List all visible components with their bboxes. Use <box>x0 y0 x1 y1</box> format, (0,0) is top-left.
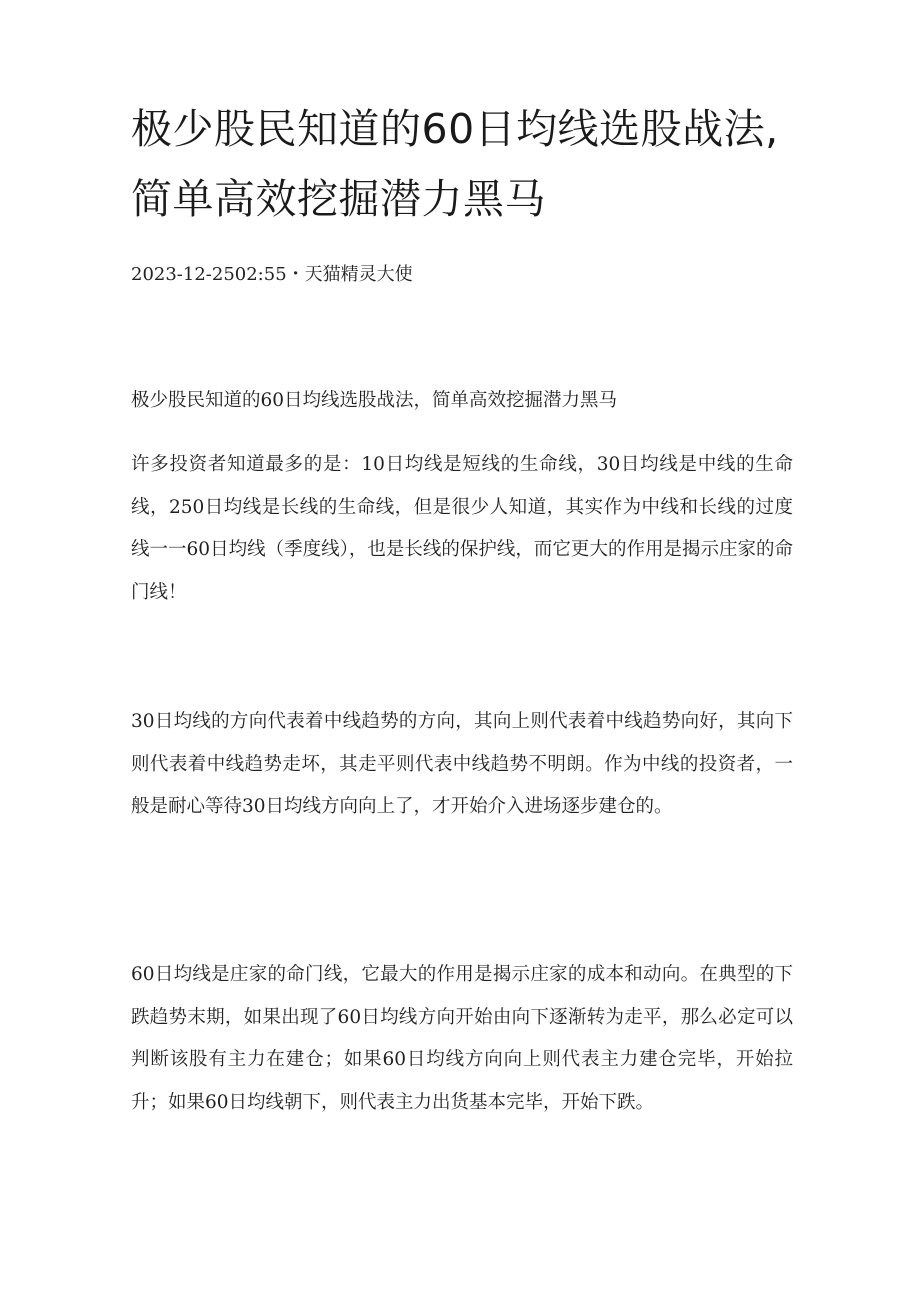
paragraph-1: 极少股民知道的60日均线选股战法，简单高效挖掘潜力黑马 <box>131 390 618 411</box>
article-title: 极少股民知道的60日均线选股战法,简单高效挖掘潜力黑马 <box>131 105 779 223</box>
article-meta: 2023-12-2502:55・天猫精灵大使 <box>131 264 413 285</box>
paragraph-3: 30日均线的方向代表着中线趋势的方向，其向上则代表着中线趋势向好，其向下则代表着中线趋势走坏，其走平则代表中线趋势不明朗。作为中线的投资者，一般是耐心等待30日均线方向向上了，才开始介入进场逐步建仓的。 <box>131 711 793 817</box>
paragraph-4: 60日均线是庄家的命门线，它最大的作用是揭示庄家的成本和动向。在典型的下跌趋势末期，如果出现了60日均线方向开始由向下逐渐转为走平，那么必定可以判断该股有主力在建仓；如果60日均线方向向上则代表主力建仓完毕，开始拉升；如果60日均线朝下，则代表主力出货基本完毕，开始下跌。 <box>131 964 793 1113</box>
paragraph-2: 许多投资者知道最多的是：10日均线是短线的生命线，30日均线是中线的生命线，250日均线是长线的生命线，但是很少人知道，其实作为中线和长线的过度线一一60日均线（季度线），也是长线的保护线，而它更大的作用是揭示庄家的命门线！ <box>131 454 793 603</box>
